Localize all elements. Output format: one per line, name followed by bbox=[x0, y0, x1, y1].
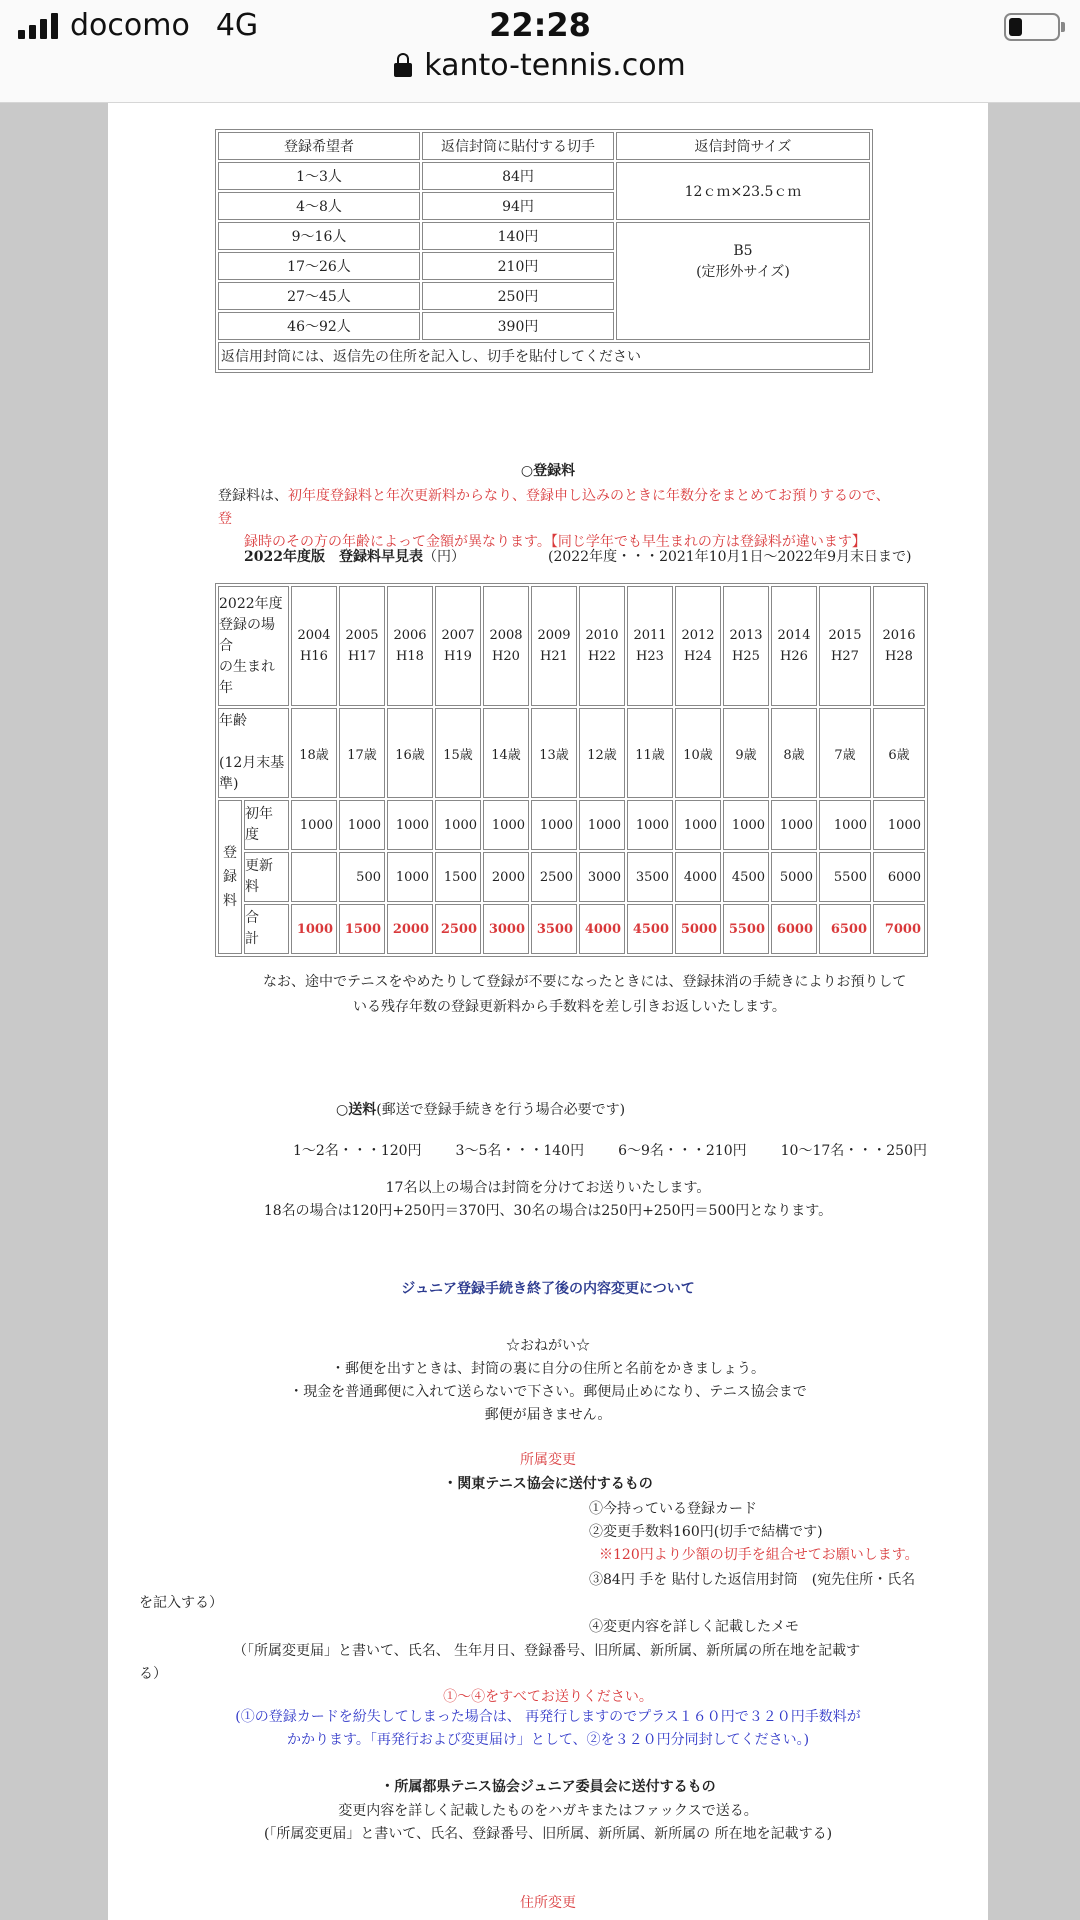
renewal-fee-cell bbox=[291, 852, 337, 902]
shipping-heading-rest: (郵送で登録手続きを行う場合必要です) bbox=[376, 1102, 626, 1118]
affiliation-subheading: ・関東テニス協会に送付するもの bbox=[443, 1476, 653, 1492]
shipping-note-1: 17名以上の場合は封筒を分けてお送りいたします。 bbox=[385, 1180, 711, 1196]
initial-fee-label-line: 初年 bbox=[245, 806, 273, 822]
age-cell: 8歳 bbox=[771, 708, 817, 798]
fee-desc-line1: 初年度登録料と年次更新料からなり、登録申し込みのときに年数分をまとめてお預りするので、登 bbox=[218, 488, 890, 527]
envelope-size-small: 12ｃｍ×23.5ｃｍ bbox=[616, 162, 870, 220]
initial-fee-cell: 1000 bbox=[387, 800, 433, 850]
age-label-line bbox=[219, 732, 288, 753]
affiliation-item-3a: ③84円 手を 貼付した返信用封筒 (宛先住所・氏名 bbox=[589, 1572, 916, 1588]
birth-year-label-line: 登録の場 bbox=[219, 616, 275, 633]
envelope-stamp: 140円 bbox=[422, 222, 614, 250]
birth-era: H25 bbox=[732, 649, 760, 664]
envelope-stamp: 84円 bbox=[422, 162, 614, 190]
initial-fee-cell: 1000 bbox=[771, 800, 817, 850]
reissue-note bbox=[108, 1706, 988, 1752]
age-cell: 9歳 bbox=[723, 708, 769, 798]
envelope-people: 9〜16人 bbox=[218, 222, 420, 250]
envelope-size-large-2: (定形外サイズ) bbox=[696, 264, 790, 280]
envelope-size-large bbox=[616, 222, 870, 340]
birth-era: H17 bbox=[348, 649, 376, 664]
refund-note bbox=[263, 970, 923, 1020]
envelope-header-people: 登録希望者 bbox=[218, 132, 420, 160]
birth-year: 2013 bbox=[729, 628, 763, 643]
birth-era: H16 bbox=[300, 649, 328, 664]
age-label-line: 年齢 bbox=[219, 713, 247, 729]
birth-year: 2016 bbox=[882, 628, 916, 643]
affiliation-item-3b: を記入する） bbox=[139, 1595, 223, 1611]
fee-table bbox=[215, 583, 928, 957]
affiliation-item-2: ②変更手数料160円(切手で結構です) bbox=[589, 1524, 823, 1540]
renewal-fee-label-line: 料 bbox=[245, 879, 259, 895]
web-page[interactable] bbox=[108, 102, 988, 1920]
envelope-table bbox=[215, 129, 873, 373]
fee-side-label bbox=[218, 800, 242, 954]
birth-year-cell bbox=[291, 586, 337, 706]
birth-era: H27 bbox=[831, 649, 859, 664]
status-time: 22:28 bbox=[489, 6, 591, 44]
shipping-note-2: 18名の場合は120円+250円＝370円、30名の場合は250円+250円＝500円となります。 bbox=[263, 1203, 833, 1219]
age-cell: 18歳 bbox=[291, 708, 337, 798]
initial-fee-label-line: 度 bbox=[245, 827, 259, 843]
age-cell: 14歳 bbox=[483, 708, 529, 798]
envelope-note: 返信用封筒には、返信先の住所を記入し、切手を貼付してください bbox=[218, 342, 870, 370]
envelope-stamp: 390円 bbox=[422, 312, 614, 340]
age-cell: 7歳 bbox=[819, 708, 871, 798]
age-cell: 6歳 bbox=[873, 708, 925, 798]
renewal-fee-cell: 5500 bbox=[819, 852, 871, 902]
renewal-fee-cell: 500 bbox=[339, 852, 385, 902]
envelope-people: 27〜45人 bbox=[218, 282, 420, 310]
birth-year-cell bbox=[483, 586, 529, 706]
total-fee-cell: 4500 bbox=[627, 904, 673, 954]
prefecture-line-2: (「所属変更届」と書いて、氏名、登録番号、旧所属、新所属、新所属の 所在地を記載する) bbox=[263, 1826, 833, 1842]
fee-heading: ○登録料 bbox=[520, 463, 576, 479]
affiliation-item-1: ①今持っている登録カード bbox=[589, 1501, 757, 1517]
affiliation-item-4: ④変更内容を詳しく記載したメモ bbox=[589, 1619, 799, 1635]
network-type: 4G bbox=[215, 8, 259, 43]
fee-table-period: (2022年度・・・2021年10月1日〜2022年9月末日まで) bbox=[548, 549, 912, 565]
request-line: 郵便が届きません。 bbox=[484, 1407, 612, 1423]
fee-table-title-text: 2022年度版 登録料早見表 bbox=[244, 549, 423, 565]
initial-fee-cell: 1000 bbox=[675, 800, 721, 850]
birth-year-cell bbox=[387, 586, 433, 706]
shipping-heading bbox=[336, 1099, 625, 1119]
renewal-fee-label bbox=[244, 852, 289, 902]
envelope-header-stamp: 返信封筒に貼付する切手 bbox=[422, 132, 614, 160]
renewal-fee-cell: 3500 bbox=[627, 852, 673, 902]
total-fee-label-line: 合 bbox=[245, 910, 259, 926]
total-fee-cell: 7000 bbox=[873, 904, 925, 954]
birth-year-cell bbox=[531, 586, 577, 706]
initial-fee-cell: 1000 bbox=[723, 800, 769, 850]
fee-desc-prefix: 登録料は、 bbox=[218, 488, 288, 504]
envelope-people: 46〜92人 bbox=[218, 312, 420, 340]
birth-year: 2015 bbox=[828, 628, 862, 643]
birth-era: H23 bbox=[636, 649, 664, 664]
envelope-stamp: 94円 bbox=[422, 192, 614, 220]
total-fee-cell: 6000 bbox=[771, 904, 817, 954]
age-label-line: 準) bbox=[219, 776, 239, 792]
refund-note-line1: なお、途中でテニスをやめたりして登録が不要になったときには、登録抹消の手続きによりお預りして bbox=[263, 974, 907, 990]
birth-era: H20 bbox=[492, 649, 520, 664]
age-cell: 10歳 bbox=[675, 708, 721, 798]
request-block bbox=[108, 1335, 988, 1427]
lock-icon bbox=[394, 63, 412, 77]
reissue-line-1: (①の登録カードを紛失してしまった場合は、 再発行しますのでプラス１６０円で３２０円手数料が bbox=[235, 1709, 861, 1725]
birth-year-cell bbox=[771, 586, 817, 706]
birth-year: 2004 bbox=[297, 628, 331, 643]
birth-year-cell bbox=[723, 586, 769, 706]
age-cell: 15歳 bbox=[435, 708, 481, 798]
address-bar[interactable] bbox=[0, 48, 1080, 83]
age-cell: 17歳 bbox=[339, 708, 385, 798]
total-fee-cell: 5500 bbox=[723, 904, 769, 954]
fee-desc-line2: 録時のその方の年齢によって金額が異なります。【同じ学年でも早生まれの方は登録料が違います】 bbox=[244, 534, 866, 550]
birth-year-cell bbox=[873, 586, 925, 706]
reissue-line-2: かかります。「再発行および変更届け」として、②を３２０円分同封してください。) bbox=[286, 1732, 810, 1748]
renewal-fee-cell: 6000 bbox=[873, 852, 925, 902]
age-label bbox=[218, 708, 289, 798]
prefecture-line-1: 変更内容を詳しく記載したものをハガキまたはファックスで送る。 bbox=[338, 1803, 758, 1819]
renewal-fee-cell: 5000 bbox=[771, 852, 817, 902]
birth-year: 2006 bbox=[393, 628, 427, 643]
renewal-fee-cell: 2500 bbox=[531, 852, 577, 902]
affiliation-send-all: ①〜④をすべてお送りください。 bbox=[443, 1689, 653, 1705]
renewal-fee-cell: 4500 bbox=[723, 852, 769, 902]
renewal-fee-cell: 4000 bbox=[675, 852, 721, 902]
birth-year-cell bbox=[435, 586, 481, 706]
browser-top-bar bbox=[0, 0, 1080, 103]
birth-year-cell bbox=[627, 586, 673, 706]
birth-year-label bbox=[218, 586, 289, 706]
request-title: ☆おねがい☆ bbox=[506, 1338, 590, 1354]
birth-year-cell bbox=[675, 586, 721, 706]
birth-year: 2011 bbox=[633, 628, 667, 643]
birth-era: H24 bbox=[684, 649, 712, 664]
birth-year: 2012 bbox=[681, 628, 715, 643]
shipping-price: 10〜17名・・・250円 bbox=[780, 1143, 927, 1159]
birth-era: H26 bbox=[780, 649, 808, 664]
birth-year: 2010 bbox=[585, 628, 619, 643]
age-cell: 12歳 bbox=[579, 708, 625, 798]
shipping-price: 6〜9名・・・210円 bbox=[618, 1143, 747, 1159]
shipping-prices bbox=[293, 1140, 961, 1160]
renewal-fee-cell: 2000 bbox=[483, 852, 529, 902]
renewal-fee-cell: 3000 bbox=[579, 852, 625, 902]
url-text: kanto-tennis.com bbox=[424, 48, 686, 83]
envelope-people: 1〜3人 bbox=[218, 162, 420, 190]
shipping-price: 1〜2名・・・120円 bbox=[293, 1143, 422, 1159]
birth-era: H21 bbox=[540, 649, 568, 664]
affiliation-item-2-note: ※120円より少額の切手を組合せてお願いします。 bbox=[599, 1547, 919, 1563]
birth-year: 2014 bbox=[777, 628, 811, 643]
birth-year-label-line: 合 bbox=[219, 637, 233, 654]
initial-fee-cell: 1000 bbox=[483, 800, 529, 850]
birth-year-label-line: 年 bbox=[219, 679, 233, 696]
birth-era: H19 bbox=[444, 649, 472, 664]
envelope-stamp: 250円 bbox=[422, 282, 614, 310]
total-fee-cell: 3500 bbox=[531, 904, 577, 954]
battery-icon bbox=[1004, 13, 1060, 41]
total-fee-cell: 3000 bbox=[483, 904, 529, 954]
birth-era: H18 bbox=[396, 649, 424, 664]
envelope-header-size: 返信封筒サイズ bbox=[616, 132, 870, 160]
request-line: ・現金を普通郵便に入れて送らないで下さい。郵便局止めになり、テニス協会まで bbox=[289, 1384, 807, 1400]
total-fee-cell: 5000 bbox=[675, 904, 721, 954]
envelope-people: 17〜26人 bbox=[218, 252, 420, 280]
envelope-stamp: 210円 bbox=[422, 252, 614, 280]
affiliation-item-4-note-a: （「所属変更届」と書いて、氏名、 生年月日、登録番号、旧所属、新所属、新所属の所在地を記載す bbox=[233, 1643, 861, 1659]
birth-year: 2007 bbox=[441, 628, 475, 643]
initial-fee-cell: 1000 bbox=[627, 800, 673, 850]
envelope-size-large-1: B5 bbox=[733, 243, 753, 259]
fee-description bbox=[218, 485, 898, 554]
fee-side-label-char: 料 bbox=[223, 893, 237, 909]
shipping-price: 3〜5名・・・140円 bbox=[455, 1143, 585, 1159]
age-cell: 11歳 bbox=[627, 708, 673, 798]
fee-side-label-char: 登 bbox=[223, 845, 237, 861]
junior-heading: ジュニア登録手続き終了後の内容変更について bbox=[401, 1281, 695, 1297]
birth-year-label-line: 2022年度 bbox=[219, 595, 283, 612]
birth-year-cell bbox=[339, 586, 385, 706]
total-fee-cell: 2500 bbox=[435, 904, 481, 954]
renewal-fee-cell: 1500 bbox=[435, 852, 481, 902]
prefecture-heading: ・所属都県テニス協会ジュニア委員会に送付するもの bbox=[380, 1779, 716, 1795]
shipping-note bbox=[108, 1177, 988, 1223]
birth-era: H22 bbox=[588, 649, 616, 664]
total-fee-label bbox=[244, 904, 289, 954]
birth-year-cell bbox=[579, 586, 625, 706]
total-fee-cell: 4000 bbox=[579, 904, 625, 954]
age-label-line: (12月末基 bbox=[219, 755, 285, 771]
prefecture-body bbox=[108, 1800, 988, 1846]
total-fee-cell: 1000 bbox=[291, 904, 337, 954]
total-fee-cell: 2000 bbox=[387, 904, 433, 954]
carrier-name: docomo bbox=[70, 8, 190, 43]
shipping-heading-bold: ○送料 bbox=[336, 1102, 377, 1118]
fee-table-title bbox=[244, 546, 465, 566]
total-fee-label-line: 計 bbox=[245, 931, 259, 947]
renewal-fee-cell: 1000 bbox=[387, 852, 433, 902]
birth-year-cell bbox=[819, 586, 871, 706]
initial-fee-cell: 1000 bbox=[579, 800, 625, 850]
birth-era: H28 bbox=[885, 649, 913, 664]
envelope-people: 4〜8人 bbox=[218, 192, 420, 220]
fee-side-label-char: 録 bbox=[223, 869, 237, 885]
affiliation-item-4-note-b: る） bbox=[139, 1666, 167, 1682]
birth-year: 2005 bbox=[345, 628, 379, 643]
birth-year-label-line: の生まれ bbox=[219, 658, 275, 675]
renewal-fee-label-line: 更新 bbox=[245, 858, 273, 874]
initial-fee-label bbox=[244, 800, 289, 850]
affiliation-heading: 所属変更 bbox=[520, 1452, 576, 1468]
request-line: ・郵便を出すときは、封筒の裏に自分の住所と名前をかきましょう。 bbox=[331, 1361, 765, 1377]
age-cell: 16歳 bbox=[387, 708, 433, 798]
refund-note-line2: いる残存年数の登録更新料から手数料を差し引きお返しいたします。 bbox=[353, 999, 786, 1015]
total-fee-cell: 6500 bbox=[819, 904, 871, 954]
initial-fee-cell: 1000 bbox=[819, 800, 871, 850]
initial-fee-cell: 1000 bbox=[435, 800, 481, 850]
address-change-heading: 住所変更 bbox=[520, 1895, 576, 1911]
initial-fee-cell: 1000 bbox=[531, 800, 577, 850]
total-fee-cell: 1500 bbox=[339, 904, 385, 954]
fee-table-unit: （円） bbox=[422, 549, 465, 565]
age-cell: 13歳 bbox=[531, 708, 577, 798]
birth-year: 2008 bbox=[489, 628, 523, 643]
initial-fee-cell: 1000 bbox=[873, 800, 925, 850]
initial-fee-cell: 1000 bbox=[339, 800, 385, 850]
initial-fee-cell: 1000 bbox=[291, 800, 337, 850]
birth-year: 2009 bbox=[537, 628, 571, 643]
